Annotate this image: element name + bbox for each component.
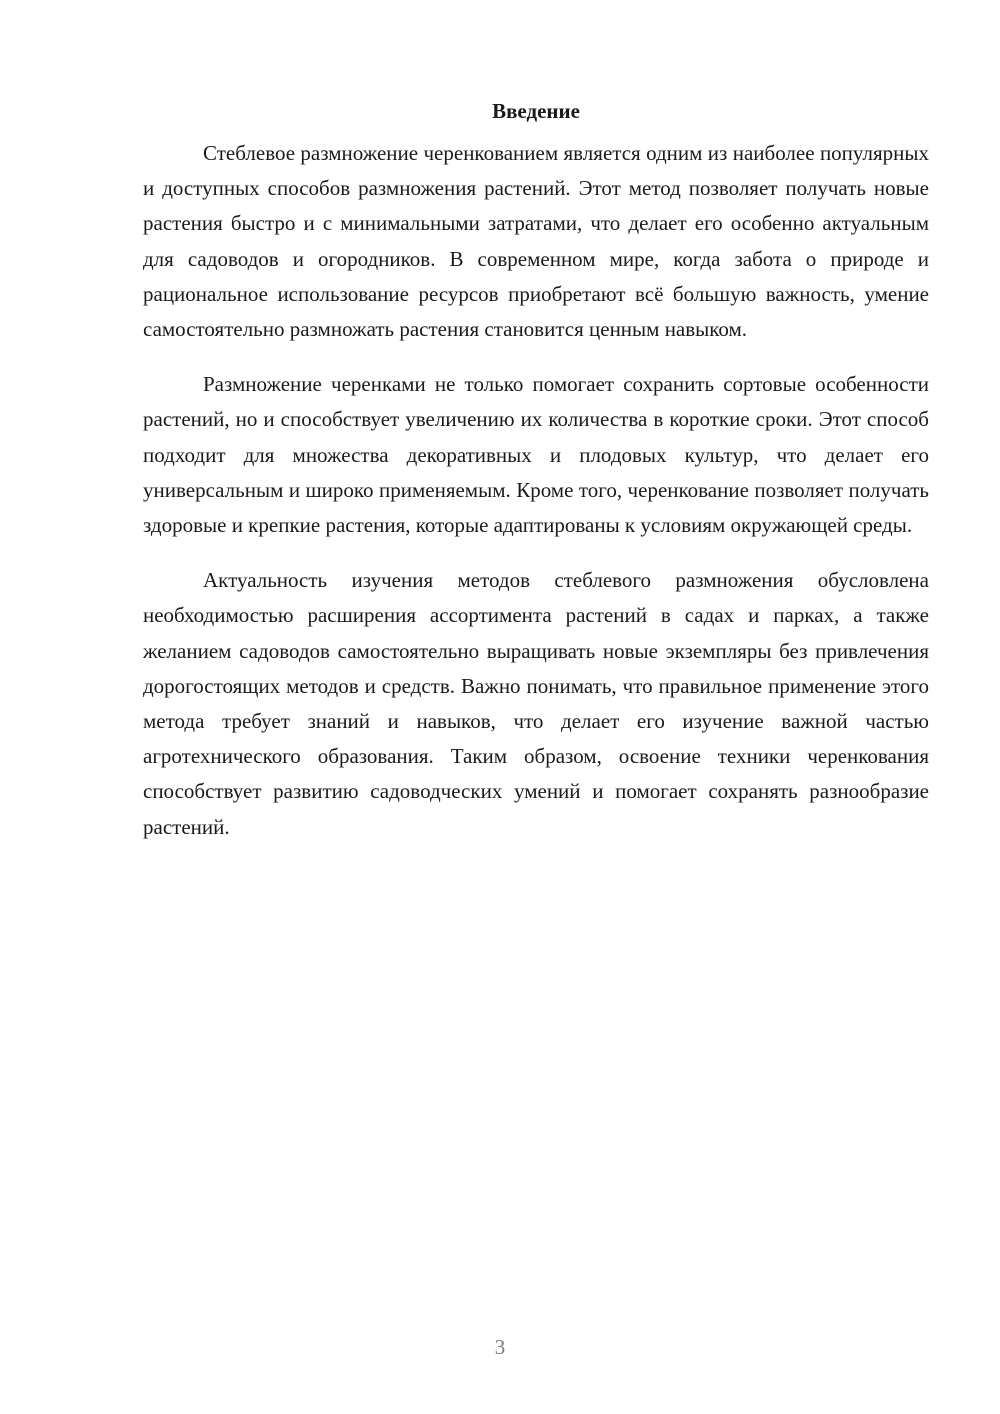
section-heading: Введение [492,99,580,123]
page-number: 3 [494,1335,506,1359]
paragraph-3: Актуальность изучения методов стеблевого размножения обусловлена необходимостью расширения ассортимента растений в садах и парках, а также желанием садоводов самостоятельно выращивать новые экземпляры без привлечения дорогостоящих методов и средств. Важно понимать, что правильное применение этого метода требует знаний и навыков, что делает его изучение важной частью агротехнического образования. Таким образом, освоение техники черенкования способствует развитию садоводческих умений и помогает сохранять разнообразие растений. [143,568,929,839]
paragraph-2: Размножение черенками не только помогает сохранить сортовые особенности растений, но и способствует увеличению их количества в короткие сроки. Этот способ подходит для множества декоративных и плодовых культур, что делает его универсальным и широко применяемым. Кроме того, черенкование позволяет получать здоровые и крепкие растения, которые адаптированы к условиям окружающей среды. [143,372,929,538]
page-content [143,96,929,865]
paragraph-1: Стеблевое размножение черенкованием является одним из наиболее популярных и доступных способов размножения растений. Этот метод позволяет получать новые растения быстро и с минимальными затратами, что делает его особенно актуальным для садоводов и огородников. В современном мире, когда забота о природе и рациональное использование ресурсов приобретают всё большую важность, умение самостоятельно размножать растения становится ценным навыком. [143,141,929,342]
